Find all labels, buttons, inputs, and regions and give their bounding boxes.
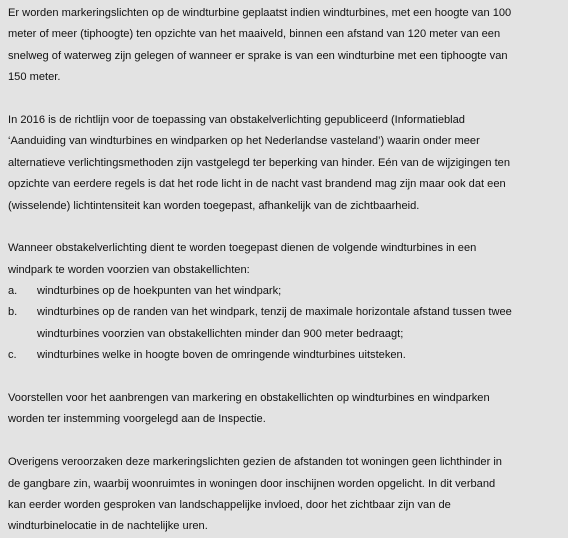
- list-item: [8, 281, 560, 302]
- list-item: [8, 345, 560, 366]
- paragraph-markeringslichten: [8, 3, 560, 89]
- text-line: de gangbare zin, waarbij woonruimtes in woningen door inschijnen worden opgelicht. In dit verband: [8, 477, 496, 490]
- text-line: snelweg of waterweg zijn gelegen of wanneer er sprake is van een windturbine met een tiphoogte van: [8, 49, 508, 62]
- text-line: meter of meer (tiphoogte) ten opzichte van het maaiveld, binnen een afstand van 120 meter van een: [8, 28, 501, 41]
- text-line: alternatieve verlichtingsmethoden zijn vastgelegd ter beperking van hinder. Eén van de wijzigingen ten: [8, 156, 510, 169]
- text-line: windturbines voorzien van obstakellichten minder dan 900 meter bedraagt;: [37, 327, 404, 340]
- paragraph-voorstellen-inspectie: [8, 388, 560, 431]
- text-line: worden ter instemming voorgelegd aan de Inspectie.: [8, 413, 266, 426]
- paragraph-lichthinder: [8, 452, 560, 538]
- list-marker: c.: [8, 349, 17, 362]
- text-line: windturbines op de randen van het windpark, tenzij de maximale horizontale afstand tussen twee: [37, 306, 512, 319]
- text-line: ‘Aanduiding van windturbines en windparken op het Nederlandse vasteland’) waarin onder meer: [8, 135, 480, 148]
- text-line: In 2016 is de richtlijn voor de toepassing van obstakelverlichting gepubliceerd (Informatieblad: [8, 113, 465, 126]
- list-item-text: [37, 345, 406, 366]
- list-marker: a.: [8, 285, 18, 298]
- paragraph-richtlijn-2016: [8, 110, 560, 217]
- text-line: Wanneer obstakelverlichting dient te worden toegepast dienen de volgende windturbines in een: [8, 242, 477, 255]
- text-line: Er worden markeringslichten op de windturbine geplaatst indien windturbines, met een hoogte van 100: [8, 7, 512, 19]
- text-line: 150 meter.: [8, 71, 61, 84]
- text-line: windturbines welke in hoogte boven de omringende windturbines uitsteken.: [37, 349, 406, 362]
- list-marker: b.: [8, 306, 18, 319]
- text-line: Overigens veroorzaken deze markeringslichten gezien de afstanden tot woningen geen lichthinder in: [8, 456, 502, 469]
- list-item-text: [37, 302, 512, 345]
- text-line: windpark te worden voorzien van obstakellichten:: [8, 263, 250, 276]
- list-item-text: [37, 281, 281, 302]
- list-item: [8, 302, 560, 345]
- text-line: windturbinelocatie in de nachtelijke uren.: [8, 520, 208, 533]
- text-line: (wisselende) lichtintensiteit kan worden toegepast, afhankelijk van de zichtbaarheid.: [8, 199, 420, 212]
- text-line: Voorstellen voor het aanbrengen van markering en obstakellichten op windturbines en windparken: [8, 391, 490, 404]
- text-line: windturbines op de hoekpunten van het windpark;: [37, 285, 282, 298]
- paragraph-obstakelverlichting-intro: [8, 238, 560, 281]
- text-line: opzichte van eerdere regels is dat het rode licht in de nacht vast brandend mag zijn maar ook dat een: [8, 178, 506, 191]
- text-line: kan eerder worden gesproken van landschappelijke invloed, door het zichtbaar zijn van de: [8, 498, 451, 511]
- windturbine-criteria-list: [8, 281, 560, 367]
